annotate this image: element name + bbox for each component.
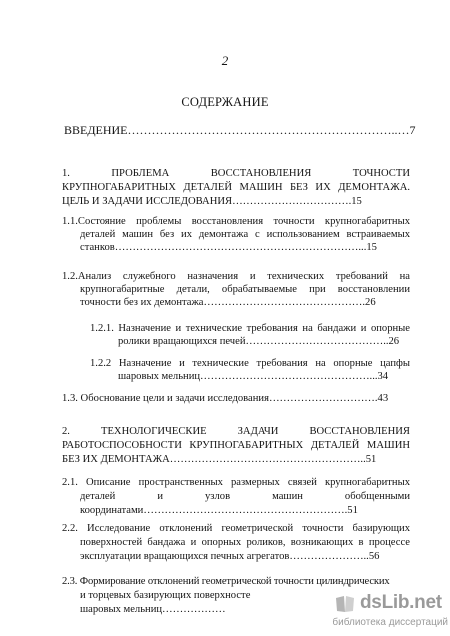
toc-section-2-2-line-1: 2.2. Исследование отклонений геометрической точности базирующих xyxy=(62,523,410,534)
page-number: 2 xyxy=(221,53,229,68)
toc-section-1-2-line-2: крупногабаритные детали, обрабатываемые при восстановлении xyxy=(80,284,410,295)
toc-section-2-2-line-3: эксплуатации вращающихся печных агрегатов…………………..56 xyxy=(80,551,380,562)
toc-section-2-1-line-3: координатами………………………………………………….51 xyxy=(80,505,358,516)
toc-section-1-1-line-2: деталей машин без их демонтажа с использованием встраиваемых xyxy=(80,229,410,240)
toc-section-1-1-line-3: станков……………………………………………………………...15 xyxy=(80,242,377,253)
toc-chapter-2-line-2: РАБОТОСПОСОБНОСТИ КРУПНОГАБАРИТНЫХ ДЕТАЛЕЙ МАШИН xyxy=(62,440,410,451)
toc-chapter-2-line-3: БЕЗ ИХ ДЕМОНТАЖА………………………………………………..51 xyxy=(62,454,377,465)
toc-section-1-2-line-1: 1.2.Анализ служебного назначения и технических требований на xyxy=(62,271,410,282)
toc-section-2-1-line-1: 2.1. Описание пространственных размерных связей крупногабаритных xyxy=(62,477,410,488)
toc-section-2-3-line-2: и торцевых базирующих поверхносте xyxy=(80,590,251,601)
toc-section-1-2-1-line-1: 1.2.1. Назначение и технические требования на бандажи и опорные xyxy=(90,323,410,334)
dslib-watermark xyxy=(330,592,448,634)
open-book-icon xyxy=(334,594,356,614)
toc-section-1-2-1-line-2: ролики вращающихся печей…………………………………..26 xyxy=(118,336,400,347)
toc-chapter-1-line-1: 1. ПРОБЛЕМА ВОССТАНОВЛЕНИЯ ТОЧНОСТИ xyxy=(62,168,410,179)
toc-section-1-3: 1.3. Обоснование цели и задачи исследования………………………….43 xyxy=(62,393,389,404)
toc-section-2-1-line-2: деталей и узлов машин обобщенными xyxy=(80,491,410,502)
toc-section-2-3-line-1: 2.3. Формирование отклонений геометрической точности цилиндрических xyxy=(62,576,390,587)
toc-section-2-3-line-3: шаровых мельниц……………… xyxy=(80,604,226,615)
toc-section-2-2-line-2: поверхностей бандажа и опорных роликов, возникающих в процессе xyxy=(80,537,410,548)
toc-section-1-2-2-line-2: шаровых мельниц…………………………………………...34 xyxy=(118,371,389,382)
watermark-brand: dsLib.net xyxy=(360,592,442,613)
toc-chapter-2-line-1: 2. ТЕХНОЛОГИЧЕСКИЕ ЗАДАЧИ ВОССТАНОВЛЕНИЯ xyxy=(62,426,410,437)
contents-heading: СОДЕРЖАНИЕ xyxy=(181,95,269,109)
toc-section-1-1-line-1: 1.1.Состояние проблемы восстановления точности крупногабаритных xyxy=(62,216,410,227)
toc-section-1-2-line-3: точности без их демонтажа……………………………………….26 xyxy=(80,297,376,308)
toc-chapter-1-line-2: КРУПНОГАБАРИТНЫХ ДЕТАЛЕЙ МАШИН БЕЗ ИХ ДЕМОНТАЖА. xyxy=(62,182,410,193)
toc-chapter-1-line-3: ЦЕЛЬ И ЗАДАЧИ ИССЛЕДОВАНИЯ…………………………….15 xyxy=(62,196,362,207)
toc-section-1-2-2-line-1: 1.2.2 Назначение и технические требования на опорные цапфы xyxy=(90,358,410,369)
toc-entry-introduction: ВВЕДЕНИЕ…………………………………………………………..…7 xyxy=(64,123,416,137)
watermark-caption: библиотека диссертаций xyxy=(332,617,448,628)
